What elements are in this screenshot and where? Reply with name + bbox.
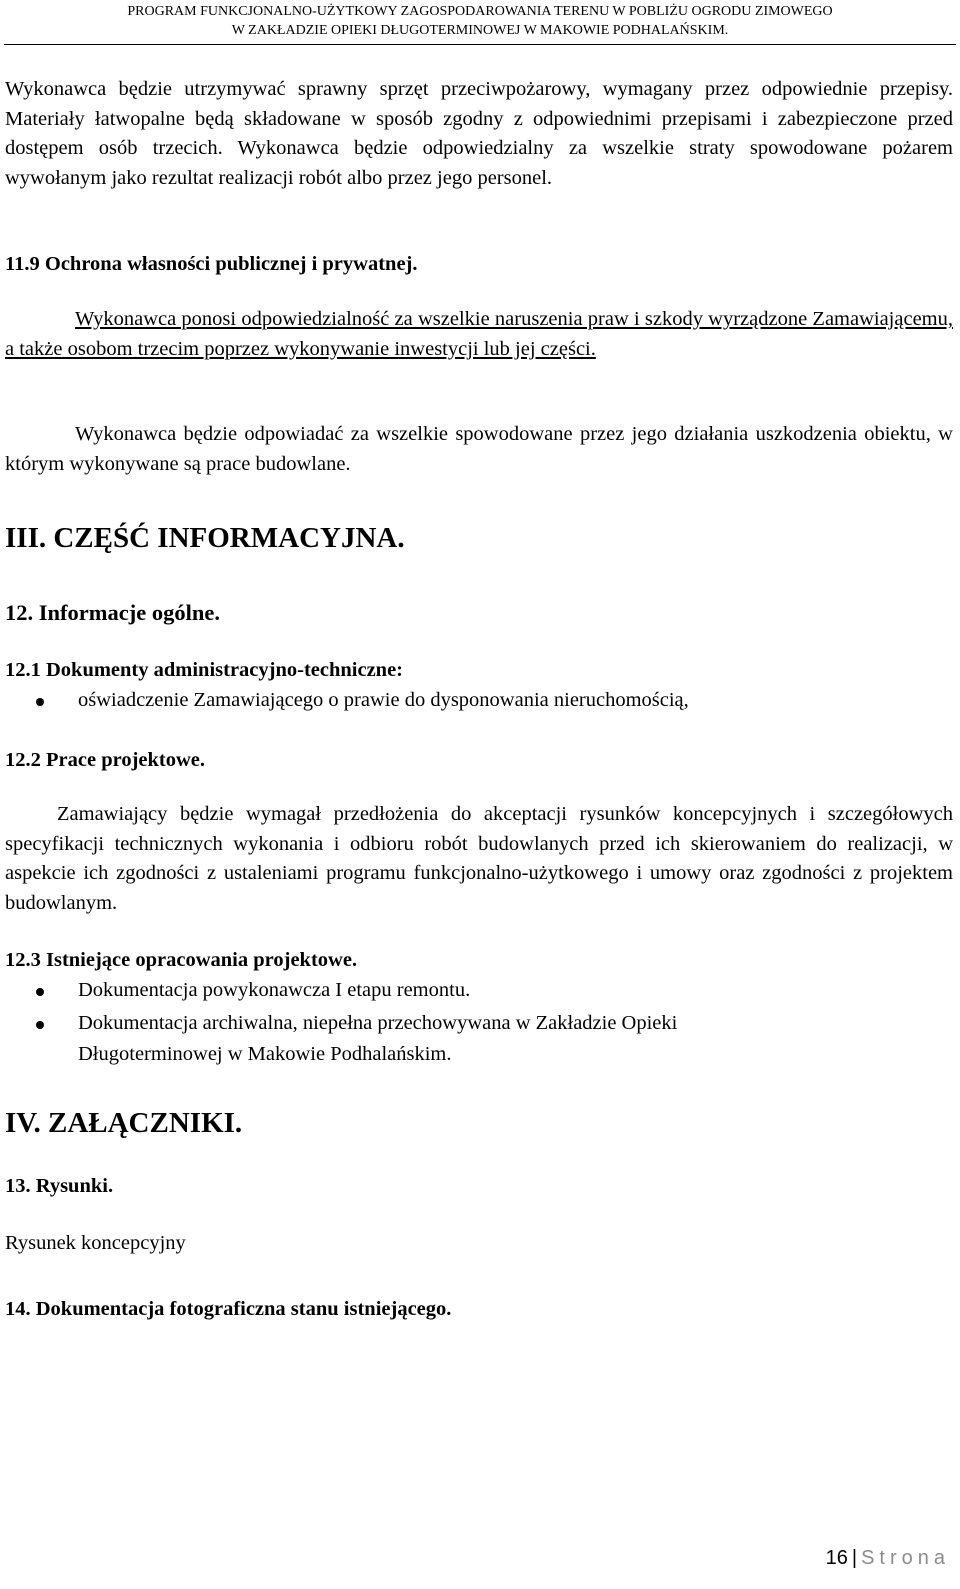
list-item-text: oświadczenie Zamawiającego o prawie do dysponowania nieruchomością, (78, 689, 689, 711)
paragraph-property-protection (5, 305, 953, 364)
heading-11-9: 11.9 Ochrona własności publicznej i prywatnej. (5, 253, 418, 275)
heading-13: 13. Rysunki. (5, 1175, 114, 1197)
list-item-text: Dokumentacja archiwalna, niepełna przechowywana w Zakładzie Opieki (78, 1012, 678, 1034)
list-item-text: Dokumentacja powykonawcza I etapu remontu. (78, 979, 471, 1001)
bullet-icon (36, 698, 44, 706)
header-line-1: PROGRAM FUNKCJONALNO-UŻYTKOWY ZAGOSPODAROWANIA TERENU W POBLIŻU OGRODU ZIMOWEGO (127, 4, 833, 19)
heading-12-1: 12.1 Dokumenty administracyjno-techniczne: (5, 659, 404, 681)
heading-part-3: III. CZĘŚĆ INFORMACYJNA. (5, 522, 405, 554)
paragraph-property-text: Wykonawca ponosi odpowiedzialność za wszelkie naruszenia praw i szkody wyrządzone Zamawiającemu, a także osobom trzecim poprzez wykonywanie inwestycji lub jej części. (5, 308, 953, 360)
heading-part-4: IV. ZAŁĄCZNIKI. (5, 1107, 243, 1139)
paragraph-damage-text: Wykonawca będzie odpowiadać za wszelkie spowodowane przez jego działania uszkodzenia obiektu, w którym wykonywane są prace budowlane. (5, 423, 953, 475)
heading-14: 14. Dokumentacja fotograficzna stanu istniejącego. (5, 1298, 452, 1320)
list-item-text-continued: Długoterminowej w Makowie Podhalańskim. (78, 1043, 452, 1065)
page-word: Strona (861, 1547, 950, 1569)
heading-12-2: 12.2 Prace projektowe. (5, 749, 206, 771)
paragraph-design-works (5, 800, 953, 918)
bullet-icon (36, 1021, 44, 1029)
page-footer (826, 1545, 950, 1571)
drawing-item: Rysunek koncepcyjny (5, 1232, 186, 1254)
page-header (0, 2, 960, 40)
footer-separator: | (851, 1547, 858, 1569)
paragraph-design-text: Zamawiający będzie wymagał przedłożenia do akceptacji rysunków koncepcyjnych i szczegółowych specyfikacji technicznych wykonania i odbioru robót budowlanych przed ich skierowaniem do realizacji, w aspekcie ich zgodności z ustaleniami programu funkcjonalno-użytkowego i umowy oraz zgodności z projektem budowlanym. (5, 803, 953, 914)
page-number: 16 (825, 1547, 848, 1569)
heading-12-3: 12.3 Istniejące opracowania projektowe. (5, 949, 358, 971)
header-line-2: W ZAKŁADZIE OPIEKI DŁUGOTERMINOWEJ W MAKOWIE PODHALAŃSKIM. (231, 23, 729, 38)
header-divider (4, 44, 956, 45)
bullet-icon (36, 988, 44, 996)
paragraph-fire-safety: Wykonawca będzie utrzymywać sprawny sprzęt przeciwpożarowy, wymagany przez odpowiednie przepisy. Materiały łatwopalne będą składowane w sposób zgodny z odpowiednimi przepisami i zabezpieczone przed dostępem osób trzecich. Wykonawca będzie odpowiedzialny za wszelkie straty spowodowane pożarem wywołanym jako rezultat realizacji robót albo przez jego personel. (5, 78, 953, 189)
paragraph-damage-liability (5, 420, 953, 479)
heading-12: 12. Informacje ogólne. (5, 600, 220, 625)
